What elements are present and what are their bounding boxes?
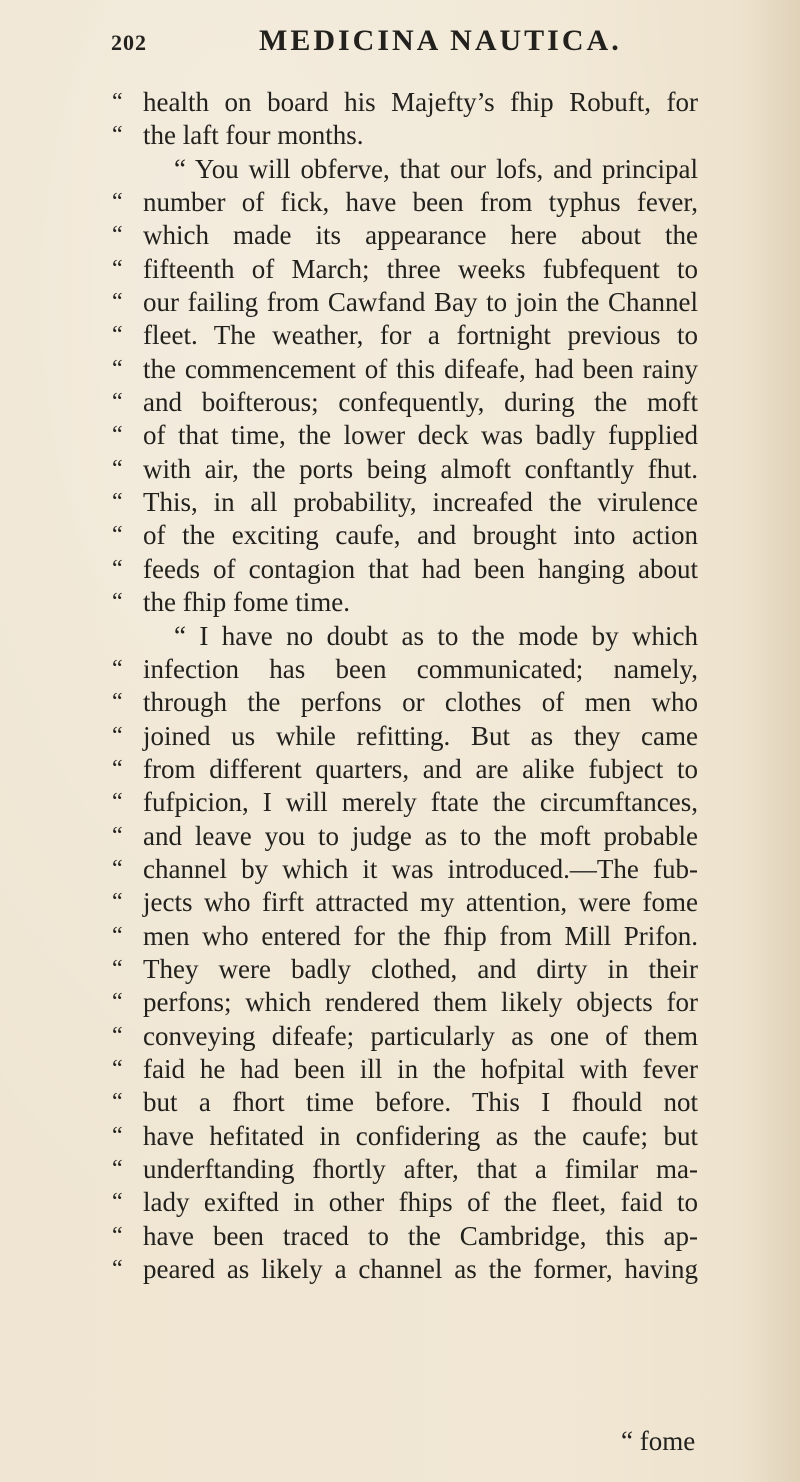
quote-mark: “: [112, 1122, 123, 1149]
page-edge-shading: [740, 0, 800, 1482]
quote-mark: “: [112, 355, 123, 382]
line-text: our failing from Cawfand Bay to join the Channel: [143, 287, 698, 318]
page-header: [111, 24, 671, 64]
line-text: the laft four months.: [143, 120, 364, 151]
text-line: [112, 720, 698, 753]
text-line: [112, 353, 698, 386]
text-line: [112, 586, 698, 619]
text-line: [112, 1153, 698, 1186]
quote-mark: “: [112, 422, 123, 449]
text-line: [112, 953, 698, 986]
quote-mark: “: [112, 1189, 123, 1216]
quote-mark: “: [112, 522, 123, 549]
line-text: number of fick, have been from typhus fever,: [143, 187, 698, 218]
line-text: fleet. The weather, for a fortnight previous to: [143, 320, 698, 351]
quote-mark: “: [112, 689, 123, 716]
quote-mark: “: [112, 955, 123, 982]
text-line: [112, 620, 698, 653]
text-line: [112, 419, 698, 452]
quote-mark: “: [112, 489, 123, 516]
quote-mark: “: [112, 222, 123, 249]
quote-mark: “: [112, 389, 123, 416]
quote-mark: “: [112, 789, 123, 816]
text-line: [112, 820, 698, 853]
text-line: [112, 1220, 698, 1253]
quote-mark: “: [112, 1022, 123, 1049]
line-text: underftanding fhortly after, that a fimilar ma-: [143, 1154, 698, 1184]
line-text: peared as likely a channel as the former, having: [143, 1254, 698, 1285]
line-text: have been traced to the Cambridge, this ap-: [143, 1220, 698, 1251]
line-text: but a fhort time before. This I fhould not: [143, 1087, 698, 1118]
text-line: [112, 286, 698, 319]
quote-mark: “: [112, 255, 123, 282]
text-line: [112, 486, 698, 519]
text-line: [112, 853, 698, 886]
line-text: through the perfons or clothes of men who: [143, 687, 698, 718]
text-line: [112, 386, 698, 419]
quote-mark: “: [112, 555, 123, 582]
quote-mark: “: [112, 655, 123, 682]
line-text: infection has been communicated; namely,: [143, 653, 698, 684]
line-text: jects who firft attracted my attention, were fome: [143, 887, 698, 918]
quote-mark: “: [112, 889, 123, 916]
quote-mark: “: [112, 755, 123, 782]
quote-mark: “: [112, 589, 123, 616]
line-text: and boifterous; confequently, during the moft: [143, 387, 698, 418]
line-text: have hefitated in confidering as the caufe; but: [143, 1120, 698, 1151]
text-line: [112, 253, 698, 286]
quote-mark: “: [112, 455, 123, 482]
text-line: [112, 1053, 698, 1086]
text-line: [112, 186, 698, 219]
text-line: [112, 453, 698, 486]
line-text: the fhip fome time.: [143, 587, 350, 618]
text-line: [112, 1253, 698, 1286]
quote-mark: “: [112, 322, 123, 349]
line-text: perfons; which rendered them likely objects for: [143, 987, 698, 1018]
text-line: [112, 219, 698, 252]
quote-mark: “: [112, 1222, 123, 1249]
quote-mark: “: [112, 722, 123, 749]
text-line: [112, 1086, 698, 1119]
quote-mark: “: [112, 855, 123, 882]
quote-mark: “: [112, 89, 123, 115]
text-line: [112, 119, 698, 152]
line-text: channel by which it was introduced.—The fub-: [143, 853, 698, 884]
catchword: “ fome: [621, 1426, 696, 1456]
text-line: [112, 986, 698, 1019]
line-text: fifteenth of March; three weeks fubfequent to: [143, 253, 698, 284]
text-line: [112, 886, 698, 919]
quote-mark: “: [112, 1256, 123, 1283]
line-text: of that time, the lower deck was badly fupplied: [143, 420, 698, 451]
quote-mark: “: [112, 1156, 123, 1182]
text-line: [112, 753, 698, 786]
quote-mark: “: [112, 822, 123, 849]
text-line: [112, 319, 698, 352]
text-line: [112, 686, 698, 719]
body-text: [112, 86, 698, 1286]
text-line: [112, 553, 698, 586]
quote-mark: “: [112, 1055, 123, 1082]
quote-mark: “: [112, 289, 123, 316]
text-line: [112, 153, 698, 186]
line-text: health on board his Majefty’s fhip Robuft, for: [143, 87, 698, 117]
line-text: They were badly clothed, and dirty in their: [143, 953, 698, 984]
line-text: This, in all probability, increafed the virulence: [143, 487, 698, 518]
line-text: with air, the ports being almoft conftantly fhut.: [143, 453, 698, 484]
line-text: conveying difeafe; particularly as one of them: [143, 1020, 698, 1051]
text-line: [112, 1186, 698, 1219]
quote-mark: “: [112, 189, 123, 216]
line-text: which made its appearance here about the: [143, 220, 698, 251]
line-text: from different quarters, and are alike fubject to: [143, 753, 698, 784]
text-line: [112, 920, 698, 953]
quote-mark: “: [112, 922, 123, 949]
running-title: MEDICINA NAUTICA.: [259, 24, 622, 57]
line-text: and leave you to judge as to the moft probable: [143, 820, 698, 851]
text-line: [112, 86, 698, 119]
line-text: feeds of contagion that had been hanging about: [143, 553, 698, 584]
line-text: fufpicion, I will merely ftate the circumftances,: [143, 787, 698, 818]
line-text: lady exifted in other fhips of the fleet, faid to: [143, 1187, 698, 1218]
text-line: [112, 519, 698, 552]
quote-mark: “: [112, 1089, 123, 1116]
text-line: [112, 1020, 698, 1053]
line-text: “ You will obferve, that our lofs, and principal: [174, 153, 698, 184]
text-line: [112, 653, 698, 686]
page-number: 202: [111, 30, 147, 55]
quote-mark: “: [112, 989, 123, 1016]
line-text: joined us while refitting. But as they came: [143, 720, 698, 751]
quote-mark: “: [112, 122, 123, 149]
text-line: [112, 1120, 698, 1153]
line-text: of the exciting caufe, and brought into action: [143, 520, 698, 551]
line-text: men who entered for the fhip from Mill Prifon.: [143, 920, 698, 951]
line-text: faid he had been ill in the hofpital with fever: [143, 1053, 698, 1084]
line-text: the commencement of this difeafe, had been rainy: [143, 353, 698, 384]
text-line: [112, 786, 698, 819]
line-text: “ I have no doubt as to the mode by which: [174, 620, 698, 651]
